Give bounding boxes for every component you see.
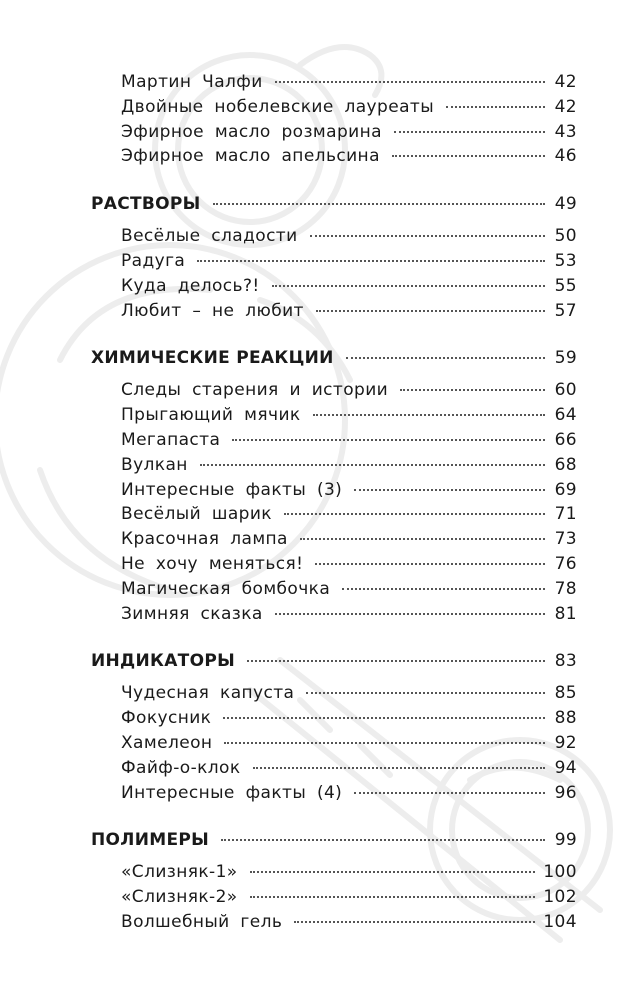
dot-leader — [221, 839, 545, 841]
toc-entry-page: 68 — [554, 454, 577, 475]
toc-entry-title: Хамелеон — [121, 732, 213, 753]
toc-section-heading[interactable] — [91, 348, 577, 374]
toc-entry[interactable] — [91, 455, 577, 480]
dot-leader — [223, 717, 545, 719]
toc-entry-title: Весёлый шарик — [121, 504, 272, 525]
toc-entry[interactable] — [91, 405, 577, 430]
toc-entry[interactable] — [91, 579, 577, 604]
toc-entry-title: Красочная лампа — [121, 529, 288, 550]
dot-leader — [294, 921, 535, 923]
dot-leader — [250, 871, 536, 873]
toc-entry-title: Фокусник — [121, 708, 212, 729]
toc-entry-page: 60 — [554, 380, 577, 401]
toc-entry[interactable] — [91, 604, 577, 629]
toc-entry-page: 94 — [554, 757, 577, 778]
toc-section-continued — [91, 72, 577, 171]
toc-entry[interactable] — [91, 72, 577, 97]
section-title: ИНДИКАТОРЫ — [91, 651, 235, 672]
toc-entry-page: 57 — [554, 300, 577, 321]
toc-entry-title: Магическая бомбочка — [121, 578, 331, 599]
section-title: ХИМИЧЕСКИЕ РЕАКЦИИ — [91, 348, 334, 369]
dot-leader — [392, 155, 545, 157]
toc-entry[interactable] — [91, 862, 577, 887]
toc-section-polimery — [91, 830, 577, 936]
dot-leader — [272, 285, 545, 287]
dot-leader — [306, 692, 545, 694]
dot-leader — [253, 767, 545, 769]
section-page: 59 — [554, 348, 577, 369]
toc-entry[interactable] — [91, 554, 577, 579]
toc-entry-page: 46 — [554, 146, 577, 167]
toc-entry[interactable] — [91, 430, 577, 455]
toc-entry[interactable] — [91, 683, 577, 708]
toc-entry[interactable] — [91, 301, 577, 326]
dot-leader — [275, 613, 545, 615]
toc-entry-title: Эфирное масло апельсина — [121, 146, 380, 167]
toc-entry-title: Вулкан — [121, 454, 188, 475]
toc-entry-page: 66 — [554, 429, 577, 450]
dot-leader — [342, 588, 545, 590]
dot-leader — [315, 563, 545, 565]
section-page: 83 — [554, 651, 577, 672]
toc-entry-page: 85 — [554, 683, 577, 704]
dot-leader — [197, 260, 545, 262]
dot-leader — [200, 464, 545, 466]
toc-section-heading[interactable] — [91, 830, 577, 856]
toc-entry-page: 100 — [543, 862, 577, 883]
dot-leader — [310, 235, 545, 237]
toc-entry-page: 53 — [554, 250, 577, 271]
dot-leader — [354, 792, 545, 794]
dot-leader — [247, 660, 545, 662]
section-page: 99 — [554, 830, 577, 851]
toc-section-rastvory — [91, 194, 577, 325]
toc-entry-title: «Слизняк-1» — [121, 862, 238, 883]
section-page: 49 — [554, 194, 577, 215]
dot-leader — [400, 389, 545, 391]
dot-leader — [316, 310, 545, 312]
toc-entry-page: 102 — [543, 887, 577, 908]
toc-entry-page: 76 — [554, 553, 577, 574]
dot-leader — [232, 439, 545, 441]
toc-entry-title: Весёлые сладости — [121, 226, 298, 247]
dot-leader — [346, 357, 545, 359]
toc-entry-title: Любит – не любит — [121, 300, 304, 321]
toc-entry-page: 50 — [554, 226, 577, 247]
toc-entry[interactable] — [91, 504, 577, 529]
toc-entry-title: Куда делось?! — [121, 275, 260, 296]
toc-entry-page: 71 — [554, 504, 577, 525]
toc-entry-page: 55 — [554, 275, 577, 296]
toc-entry-title: Файф-о-клок — [121, 757, 241, 778]
toc-entry-title: Эфирное масло розмарина — [121, 121, 382, 142]
toc-entry-page: 81 — [554, 603, 577, 624]
dot-leader — [224, 742, 545, 744]
dot-leader — [354, 489, 545, 491]
toc-entry-page: 104 — [543, 911, 577, 932]
toc-entry-title: Не хочу меняться! — [121, 553, 304, 574]
toc-entry[interactable] — [91, 251, 577, 276]
toc-entry-page: 42 — [554, 96, 577, 117]
dot-leader — [394, 131, 545, 133]
dot-leader — [250, 896, 536, 898]
toc-section-heading[interactable] — [91, 194, 577, 220]
dot-leader — [300, 538, 545, 540]
toc-entry[interactable] — [91, 733, 577, 758]
toc-entry-title: Интересные факты (3) — [121, 479, 343, 500]
dot-leader — [213, 203, 545, 205]
toc-entry[interactable] — [91, 480, 577, 505]
dot-leader — [275, 81, 545, 83]
toc-entry-title: Радуга — [121, 250, 186, 271]
toc-entry[interactable] — [91, 380, 577, 405]
toc-entry-page: 64 — [554, 405, 577, 426]
toc-entry-page: 42 — [554, 72, 577, 92]
section-title: РАСТВОРЫ — [91, 194, 201, 215]
toc-entry-title: «Слизняк-2» — [121, 887, 238, 908]
toc-entry[interactable] — [91, 887, 577, 912]
toc-entry-title: Волшебный гель — [121, 911, 283, 932]
dot-leader — [313, 414, 545, 416]
toc-entry[interactable] — [91, 783, 577, 808]
toc-entry-title: Мегапаста — [121, 429, 221, 450]
toc-entry-page: 96 — [554, 782, 577, 803]
toc-entry-page: 73 — [554, 529, 577, 550]
toc-entry[interactable] — [91, 912, 577, 937]
toc-section-indikatory — [91, 651, 577, 807]
toc-entry-title: Мартин Чалфи — [121, 72, 263, 92]
toc-entry-title: Прыгающий мячик — [121, 405, 301, 426]
toc-entry[interactable] — [91, 529, 577, 554]
dot-leader — [284, 513, 545, 515]
toc-section-heading[interactable] — [91, 651, 577, 677]
toc-entry[interactable] — [91, 226, 577, 251]
toc-entry-title: Интересные факты (4) — [121, 782, 343, 803]
toc-entry[interactable] — [91, 276, 577, 301]
toc-entry-title: Зимняя сказка — [121, 603, 263, 624]
toc-entry[interactable] — [91, 146, 577, 171]
toc-entry-page: 69 — [554, 479, 577, 500]
toc-entry-title: Двойные нобелевские лауреаты — [121, 96, 435, 117]
toc-entry-page: 78 — [554, 578, 577, 599]
toc-entry[interactable] — [91, 122, 577, 147]
toc-entry-title: Чудесная капуста — [121, 683, 295, 704]
section-title: ПОЛИМЕРЫ — [91, 830, 210, 851]
toc-entry-title: Следы старения и истории — [121, 380, 389, 401]
toc-entry-page: 88 — [554, 708, 577, 729]
toc-entry[interactable] — [91, 758, 577, 783]
toc-section-khimicheskie-reaktsii — [91, 348, 577, 628]
toc-entry[interactable] — [91, 708, 577, 733]
table-of-contents — [91, 72, 577, 960]
dot-leader — [446, 106, 545, 108]
toc-entry[interactable] — [91, 97, 577, 122]
toc-entry-page: 43 — [554, 121, 577, 142]
toc-entry-page: 92 — [554, 732, 577, 753]
